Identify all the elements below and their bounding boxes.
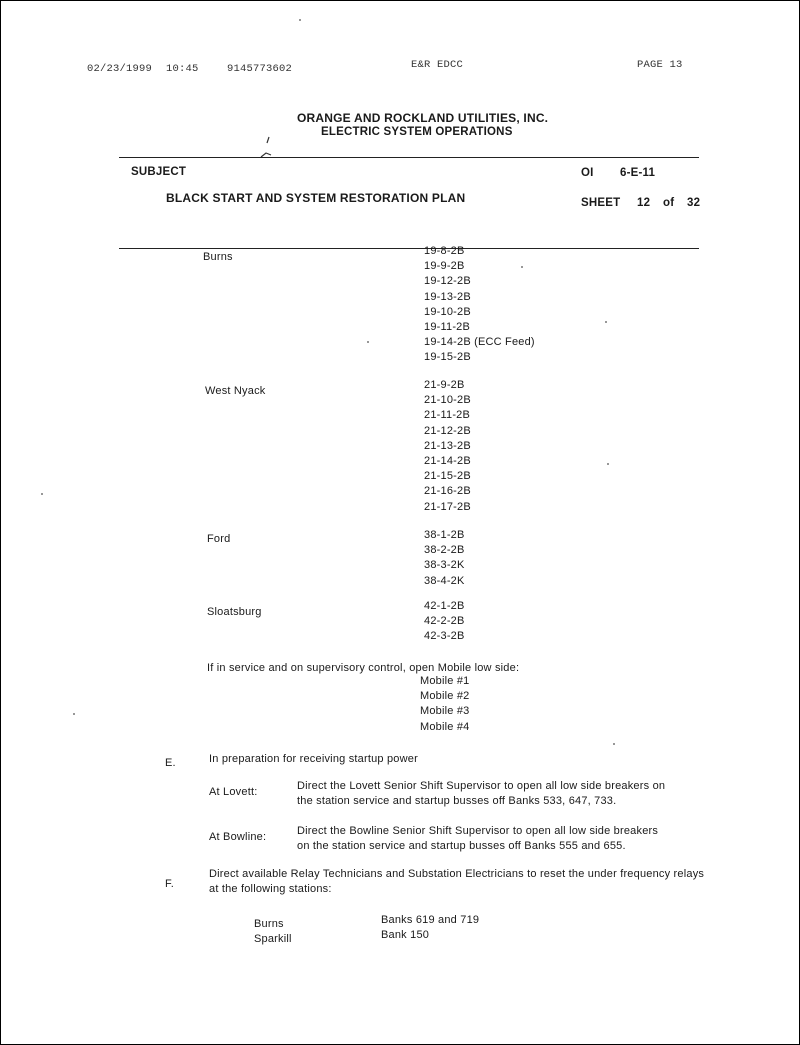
mobile-item: Mobile #1 — [420, 675, 470, 687]
breaker-id: 19-9-2B — [424, 260, 465, 273]
mobile-note: If in service and on supervisory control, open Mobile low side: — [207, 662, 520, 674]
breaker-id: 42-1-2B — [424, 600, 465, 612]
scan-speck — [613, 743, 615, 745]
sheet-label: SHEET — [581, 197, 621, 209]
fax-time: 10:45 — [166, 63, 199, 75]
mobile-item: Mobile #4 — [420, 720, 470, 733]
breaker-id: 21-12-2B — [424, 424, 471, 437]
breaker-list — [424, 378, 471, 515]
section-e-heading: In preparation for receiving startup power — [209, 753, 418, 765]
subject-label: SUBJECT — [131, 166, 187, 178]
fax-page: PAGE 13 — [637, 59, 683, 71]
fax-sender: E&R EDCC — [411, 59, 464, 71]
breaker-id: 21-9-2B — [424, 379, 465, 391]
scan-speck — [367, 341, 369, 343]
breaker-id: 19-15-2B — [424, 351, 471, 364]
relay-banks: Bank 150 — [381, 929, 430, 941]
breaker-id: 19-12-2B — [424, 275, 471, 288]
breaker-list — [424, 528, 465, 589]
mobile-item: Mobile #3 — [420, 705, 470, 718]
breaker-id: 21-10-2B — [424, 394, 471, 407]
doc-number: 6-E-11 — [620, 167, 656, 179]
instruction-text: Direct the Bowline Senior Shift Supervisor to open all low side breakers on the station service and startup busses off Banks 555 and 655. — [297, 825, 659, 852]
breaker-id: 42-3-2B — [424, 630, 465, 643]
scan-speck — [41, 493, 43, 495]
relay-station: Sparkill — [254, 933, 292, 945]
instruction-text: Direct the Lovett Senior Shift Supervisor to open all low side breakers on the station service and startup busses off Banks 533, 647, 733. — [297, 780, 666, 807]
section-e-letter: E. — [165, 757, 176, 769]
breaker-id: 21-17-2B — [424, 500, 471, 513]
breaker-list — [424, 244, 535, 366]
breaker-id: 21-16-2B — [424, 485, 471, 498]
breaker-id: 38-3-2K — [424, 559, 465, 572]
mobile-list — [420, 674, 470, 735]
body-rule — [119, 248, 699, 249]
scan-speck — [607, 463, 609, 465]
breaker-id: 19-14-2B (ECC Feed) — [424, 336, 535, 349]
breaker-list — [424, 599, 465, 645]
breaker-id: 21-11-2B — [424, 409, 471, 422]
breaker-id: 21-14-2B — [424, 455, 471, 468]
breaker-id: 38-2-2B — [424, 544, 465, 557]
breaker-id: 38-1-2B — [424, 529, 465, 541]
mobile-item: Mobile #2 — [420, 690, 470, 703]
breaker-id: 42-2-2B — [424, 615, 465, 628]
station-name: Ford — [207, 533, 231, 545]
breaker-id: 19-10-2B — [424, 305, 471, 318]
scan-speck — [73, 713, 75, 715]
station-name: West Nyack — [205, 385, 266, 397]
department-name: ELECTRIC SYSTEM OPERATIONS — [321, 126, 513, 138]
location-label: At Bowline: — [209, 831, 267, 843]
breaker-id: 19-11-2B — [424, 321, 471, 334]
relay-banks: Banks 619 and 719 — [381, 914, 480, 926]
company-name: ORANGE AND ROCKLAND UTILITIES, INC. — [297, 111, 549, 125]
sheet-total: 32 — [687, 197, 701, 209]
section-f-letter: F. — [165, 878, 174, 890]
station-name: Burns — [203, 251, 233, 263]
breaker-id: 19-8-2B — [424, 245, 465, 257]
fax-date: 02/23/1999 — [87, 63, 153, 75]
header-rule — [119, 157, 699, 158]
location-label: At Lovett: — [209, 786, 258, 798]
breaker-id: 38-4-2K — [424, 574, 465, 587]
relay-station: Burns — [254, 918, 284, 930]
sheet-of: of — [663, 197, 675, 209]
scan-speck — [299, 19, 301, 21]
scan-speck — [521, 266, 523, 268]
fax-phone: 9145773602 — [227, 63, 293, 75]
document-title: BLACK START AND SYSTEM RESTORATION PLAN — [166, 191, 466, 205]
breaker-id: 19-13-2B — [424, 290, 471, 303]
breaker-id: 21-15-2B — [424, 470, 471, 483]
scan-speck — [605, 321, 607, 323]
breaker-id: 21-13-2B — [424, 439, 471, 452]
station-name: Sloatsburg — [207, 606, 262, 618]
section-f-text: Direct available Relay Technicians and Substation Electricians to reset the under frequency relays at the following stations: — [209, 868, 705, 895]
sheet-number: 12 — [637, 197, 651, 209]
doc-number-label: OI — [581, 167, 594, 179]
